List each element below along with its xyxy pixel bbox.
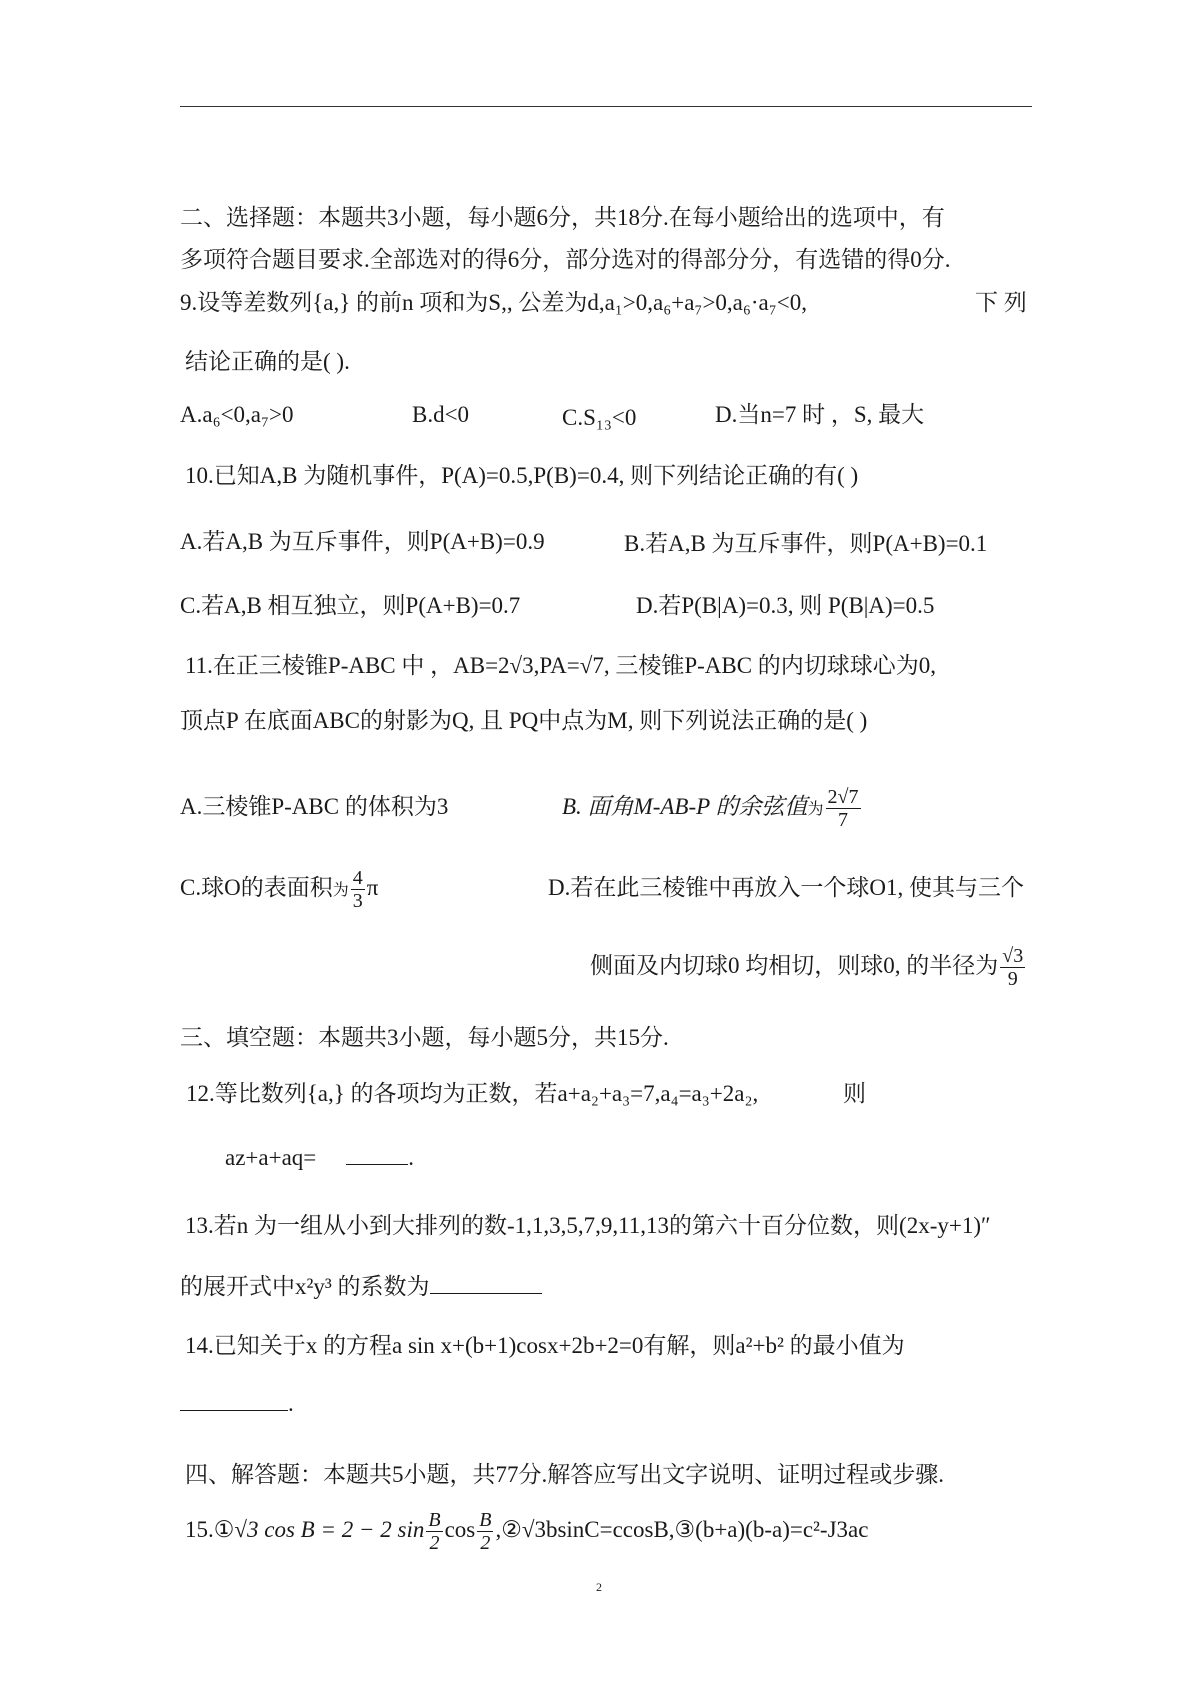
q11-option-c-denominator: 3 [352, 890, 363, 913]
section2-header-line1: 二、选择题：本题共3小题，每小题6分，共18分.在每小题给出的选项中，有 [180, 205, 945, 230]
q10-option-d: D.若P(B|A)=0.3, 则 P(B|A)=0.5 [636, 593, 935, 618]
q11-option-c [180, 863, 378, 916]
q12-period: . [408, 1145, 414, 1170]
q9-option-b: B.d<0 [412, 402, 470, 427]
q14-period: . [288, 1391, 294, 1416]
q15-rest: ,②√3bsinC=ccosB,③(b+a)(b-a)=c²-J3ac [495, 1517, 869, 1542]
q15-prefix: 15.① [185, 1517, 235, 1542]
q9-option-c: C.S₁₃<0 [562, 405, 637, 430]
page-number: 2 [596, 1580, 602, 1594]
q11-option-d-text: 侧面及内切球0 均相切，则球0, 的半径为 [590, 953, 999, 978]
q11-option-b-numerator: 2√7 [827, 786, 859, 809]
q11-option-b-prefix: B. 面角M-AB-P 的余弦值 [562, 794, 808, 819]
q12-answer-blank[interactable] [346, 1144, 408, 1165]
q10-option-a: A.若A,B 为互斥事件，则P(A+B)=0.9 [180, 529, 545, 554]
section2-header-line2: 多项符合题目要求.全部选对的得6分，部分选对的得部分分，有选错的得0分. [180, 247, 951, 272]
q10-option-b: B.若A,B 为互斥事件，则P(A+B)=0.1 [624, 531, 988, 556]
q10-option-c: C.若A,B 相互独立，则P(A+B)=0.7 [180, 593, 521, 618]
q13-stem-line2 [180, 1272, 542, 1302]
q15-conditions [185, 1505, 868, 1555]
q11-option-d-numerator: √3 [1002, 945, 1024, 968]
q9-stem-line1: 9.设等差数列{a,} 的前n 项和为S,, 公差为d,a₁>0,a₆+a₇>0,a₆·a₇<0, [180, 290, 808, 315]
q15-frac-1 [426, 1509, 442, 1554]
q11-option-b-denominator: 7 [838, 809, 849, 832]
q12-expression [225, 1143, 414, 1173]
q15-frac-2-numerator: B [479, 1509, 492, 1532]
q15-frac-1-numerator: B [428, 1509, 441, 1532]
q11-option-a: A.三棱锥P-ABC 的体积为3 [180, 794, 449, 819]
q9-option-a: A.a₆<0,a₇>0 [180, 402, 294, 427]
q12-stem-tail: 则 [843, 1081, 866, 1106]
q11-option-c-wei: 为 [332, 882, 349, 899]
q11-option-d-denominator: 9 [1007, 968, 1018, 991]
q11-stem-line2: 顶点P 在底面ABC的射影为Q, 且 PQ中点为M, 则下列说法正确的是( ) [180, 708, 868, 733]
q11-stem-line1: 11.在正三棱锥P-ABC 中 ，AB=2√3,PA=√7, 三棱锥P-ABC 的内切球球心为0, [185, 653, 937, 678]
q15-frac-2 [477, 1509, 493, 1554]
q11-option-b [562, 782, 863, 835]
q14-stem: 14.已知关于x 的方程a sin x+(b+1)cosx+2b+2=0有解，则a²+b² 的最小值为 [185, 1333, 905, 1358]
q11-option-d-line1: D.若在此三棱锥中再放入一个球O1, 使其与三个 [548, 875, 1024, 900]
q9-stem-tail: 下 列 [975, 290, 1027, 315]
q11-option-b-wei: 为 [807, 801, 824, 818]
section4-header: 四、解答题：本题共5小题，共77分.解答应写出文字说明、证明过程或步骤. [185, 1462, 944, 1487]
q11-option-c-pi: π [366, 875, 379, 900]
q11-option-c-prefix: C.球O的表面积 [180, 875, 333, 900]
q11-option-c-numerator: 4 [352, 867, 363, 890]
header-rule [180, 106, 1032, 107]
q12-stem: 12.等比数列{a,} 的各项均为正数，若a+a₂+a₃=7,a₄=a₃+2a₂, [186, 1081, 759, 1106]
q15-formula-part1: √3 cos B = 2 − 2 sin [234, 1517, 425, 1542]
q11-option-b-fraction [826, 786, 861, 831]
q15-frac-2-denominator: 2 [480, 1532, 491, 1555]
q13-text: 的展开式中x²y³ 的系数为 [180, 1274, 430, 1299]
q11-option-d-fraction [1000, 945, 1025, 990]
q13-stem-line1: 13.若n 为一组从小到大排列的数-1,1,3,5,7,9,11,13的第六十百分位数，则(2x-y+1)″ [185, 1213, 991, 1238]
q14-answer [180, 1389, 294, 1419]
q12-expr: az+a+aq= [225, 1145, 317, 1170]
q15-frac-1-denominator: 2 [429, 1532, 440, 1555]
q11-option-d-line2 [590, 941, 1027, 991]
q9-stem-line2: 结论正确的是( ). [185, 349, 350, 374]
q10-stem: 10.已知A,B 为随机事件，P(A)=0.5,P(B)=0.4, 则下列结论正确的有( ) [185, 463, 859, 488]
q9-option-d: D.当n=7 时 ，S, 最大 [715, 402, 925, 427]
q11-option-c-fraction [351, 867, 365, 912]
section3-header: 三、填空题：本题共3小题，每小题5分，共15分. [180, 1025, 669, 1050]
q14-answer-blank[interactable] [180, 1390, 288, 1411]
q13-answer-blank[interactable] [430, 1273, 542, 1294]
q15-cos: cos [444, 1517, 476, 1542]
